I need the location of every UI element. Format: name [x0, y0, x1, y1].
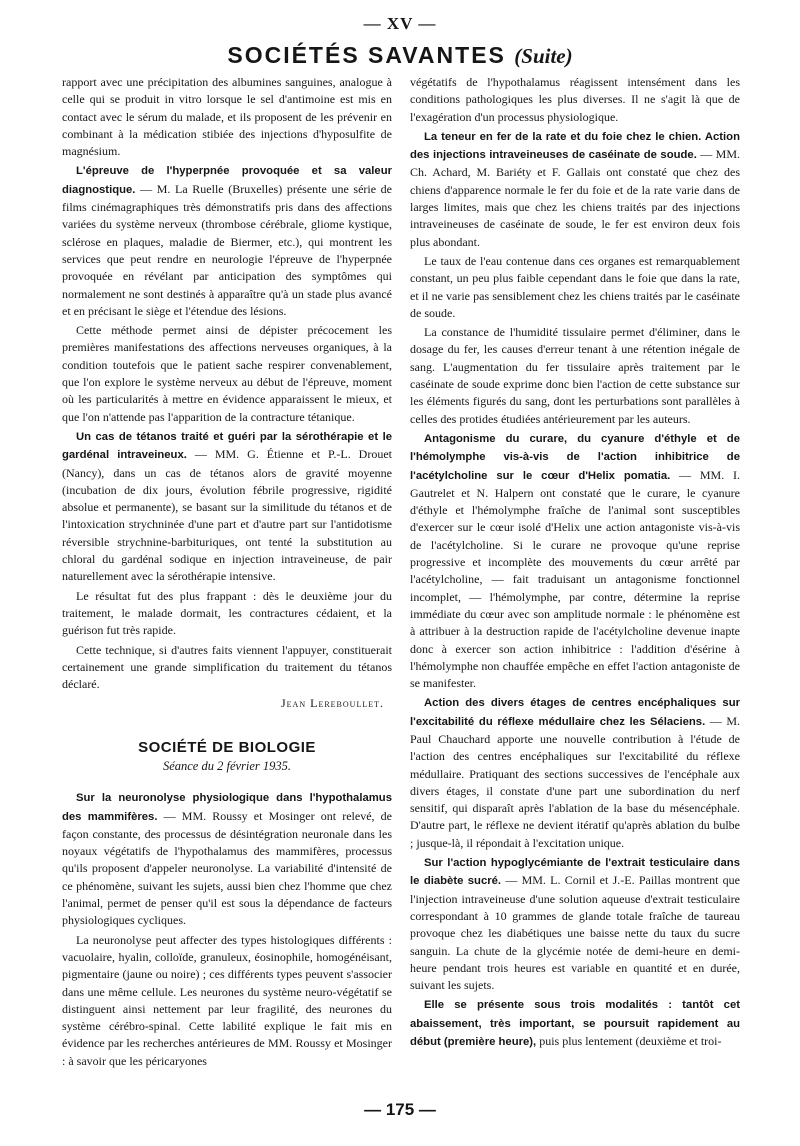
- paragraph: [62, 428, 392, 586]
- section-title: SOCIÉTÉ DE BIOLOGIE: [138, 738, 316, 756]
- article-text: puis plus lentement (deuxième et troi-: [539, 1034, 722, 1049]
- article-text: — MM. I. Gautrelet et N. Halpern ont constaté que le curare, le cyanure d'éthyle et l'hémolymphe fraîche de l'animal sont susceptibles d'exercer sur le cœur isolé d'Helix une action antagoniste vis-à-vis de l'acétylcholine. Si le curare ne provoque qu'une reprise progressive et incomplète des mouvements du cœur arrêté par l'acétylcholine, — fait traduisant un antagonisme fonctionnel incomplet, — l'hémolymphe, par contre, détermine la reprise immédiate du cœur avec son amplitude normale : le phénomène est à attribuer à la destruction rapide de l'acétylcholine devenue inapte donc à exercer son action inhibitrice : l'addition d'ésérine à l'hémolymphe non chauffée empêche en effet l'action antagoniste de se manifester.: [410, 467, 740, 691]
- running-title-main: SOCIÉTÉS SAVANTES: [227, 42, 506, 68]
- article-text: — M. Paul Chauchard apporte une nouvelle contribution à l'étude de l'action des centres encéphaliques sur l'excitabilité du réflexe médullaire. Pratiquant des sections successives de l'encéphale aux divers étages, il constate d'une part une subordination du nerf sensitif, qui disparaît après l'ablation de la base du mésencéphale. D'autre part, le réflexe ne devient itératif qu'après ablation du bulbe ; jusque-là, il répondait à l'excitation unique.: [410, 713, 741, 850]
- running-title-suffix: (Suite): [514, 44, 573, 68]
- left-column: [62, 74, 392, 1072]
- paragraph: végétatifs de l'hypothalamus réagissent intensément dans les conditions pathologiques les plus diverses. Il ne s'agit là que de l'exagération d'un processus physiologique.: [410, 75, 740, 124]
- running-title: [0, 40, 800, 71]
- paragraph: [410, 430, 740, 692]
- paragraph: [410, 996, 740, 1051]
- article-title: Un cas de tétanos traité et guéri par la sérothérapie et le gardénal intraveineux.: [62, 430, 392, 462]
- article-title: Sur la neuronolyse physiologique dans l'hypothalamus des mammifères.: [62, 792, 392, 823]
- page-number: — 175 —: [364, 1100, 436, 1119]
- article-title: Sur l'action hypoglycémiante de l'extrait testiculaire dans le diabète sucré.: [410, 857, 740, 888]
- paragraph: Le résultat fut des plus frappant : dès le deuxième jour du traitement, le malade dormait, les contractures cédaient, et la guérison fut très rapide.: [62, 588, 392, 638]
- article-title: L'épreuve de l'hyperpnée provoquée et sa valeur diagnostique.: [62, 165, 392, 196]
- paragraph: Cette méthode permet ainsi de dépister précocement les premières manifestations des affections nerveuses organiques, à la condition toutefois que le patient sache respirer convenablement, que l'on explore le système nerveux au début de l'épreuve, moment où les particularités à mettre en évidence apparaissent le mieux, et que l'on n'attende pas l'apparition de la contracture tétanique.: [62, 323, 392, 424]
- article-lead: Elle se présente sous trois modalités : tantôt cet abaissement, très important, se poursuit rapidement au début (première heure),: [410, 999, 740, 1049]
- paragraph: rapport avec une précipitation des albumines sanguines, analogue à celle qui se produit in vitro lorsque le sel d'antimoine est mis en contact avec le sérum du malade, et ils proposent de les prévenir en combinant à la médication stibiée des injections d'hyposulfite de magnésium.: [62, 75, 392, 159]
- article-title: Action des divers étages de centres encéphaliques sur l'excitabilité du réflexe médullaire chez les Sélaciens.: [410, 697, 740, 728]
- article-text: — MM. Ch. Achard, M. Bariéty et F. Gallais ont constaté que chez des chiens d'apparence normale le fer du foie et de la rate varie dans de larges limites, mais que chez les chiens traités par des injections intraveineuses de caséinate de soude, le fer est environ deux fois plus abondant.: [410, 147, 740, 249]
- article-text: — MM. Roussy et Mosinger ont relevé, de façon constante, des processus de désintégration neuronale dans les noyaux végétatifs de l'hypothalamus des mammifères, processus qu'ils proposent d'appeler neuronolyse. La variabilité d'intensité de ce phénomène, suivant les sujets, aussi bien chez l'homme que chez l'animal, permet de penser qu'il est sous la dépendance de facteurs physiologiques cycliques.: [62, 808, 393, 928]
- article-text: — MM. G. Étienne et P.-L. Drouet (Nancy), dans un cas de tétanos alors de gravité moyenne (incubation de dix jours, évolution fébrile progressive, rigidité absolue et permanente), se basant sur la similitude du tétanos et de l'intoxication strychninée d'une part et d'autre part sur l'antidotisme réversible strychnine-barbituriques, ont tenté la substitution au chloral du gardénal sodique en injection intraveineuse, de pair naturellement avec la sérothérapie intensive.: [62, 447, 393, 584]
- paragraph: [62, 162, 392, 320]
- article-title: La teneur en fer de la rate et du foie chez le chien. Action des injections intraveineuses de caséinate de soude.: [410, 130, 740, 162]
- paragraph: [410, 854, 740, 994]
- signature: Jean Lereboullet.: [281, 696, 384, 711]
- article-text: — MM. L. Cornil et J.-E. Paillas montrent que l'injection intraveineuse d'une solution aqueuse d'extrait testiculaire correspondant à 10 grammes de glande totale fraîche de taureau provoque chez les diabétiques une baisse nette du taux du sucre sanguin. La chute de la glycémie notée de demi-heure en demi-heure pendant trois heures est variable en quantité et en durée, suivant les sujets.: [410, 873, 740, 993]
- roman-page-number: — XV —: [363, 14, 437, 33]
- paragraph: [410, 128, 740, 251]
- paragraph: Le taux de l'eau contenue dans ces organes est remarquablement constant, un peu plus faible cependant dans le foie que dans la rate, et il ne varie pas sensiblement chez les chiens traités par le caséinate de soude.: [410, 253, 740, 320]
- right-column: [410, 74, 740, 1053]
- paragraph: La neuronolyse peut affecter des types histologiques différents : vacuolaire, hyalin, colloïde, granuleux, éosinophile, homogénéisant, pigmentaire (jaune ou noire) ; ces différents types peuvent s'associer dans une même cellule. Les neurones du système neuro-végétatif se distinguent ainsi nettement par leur fragilité, des neurones du système cérébro-spinal. Cette labilité explique le fait mis en évidence par les recherches antérieures de MM. Roussy et Mosinger : à savoir que les péricaryones: [62, 932, 392, 1068]
- section-date: Séance du 2 février 1935.: [162, 758, 292, 773]
- paragraph: [62, 789, 392, 929]
- article-title: Antagonisme du curare, du cyanure d'éthyle et de l'hémolymphe vis-à-vis de l'action inhibitrice de l'acétylcholine sur le cœur d'Helix pomatia.: [410, 432, 740, 482]
- paragraph: La constance de l'humidité tissulaire permet d'éliminer, dans le dosage du fer, les causes d'erreur tenant à une rétention inégale de sang. L'augmentation du fer tissulaire après traitement par le caséinate de soude exprime donc bien l'action de cette substance sur les éléments figurés du sang, dont les perturbations sont parallèles à celles des protides étudiées antérieurement par les auteurs.: [410, 325, 740, 426]
- paragraph: [410, 694, 740, 852]
- paragraph: Cette technique, si d'autres faits viennent l'appuyer, constituerait certainement une grande simplification du traitement du tétanos déclaré.: [62, 642, 392, 692]
- article-text: — M. La Ruelle (Bruxelles) présente une série de films cinémagraphiques très démonstratifs pris dans des affections variées du système nerveux (thrombose cérébrale, gliome kystique, sclérose en plaques, maladie de Biermer, etc.), qui montrent les services que peut rendre en neurologie l'épreuve de l'hyperpnée provoquée en révélant par anticipation des symptômes qui normalement ne sont destinés à apparaître qu'à un stade plus avancé et en précisant le siège et l'étendue des lésions.: [62, 181, 393, 318]
